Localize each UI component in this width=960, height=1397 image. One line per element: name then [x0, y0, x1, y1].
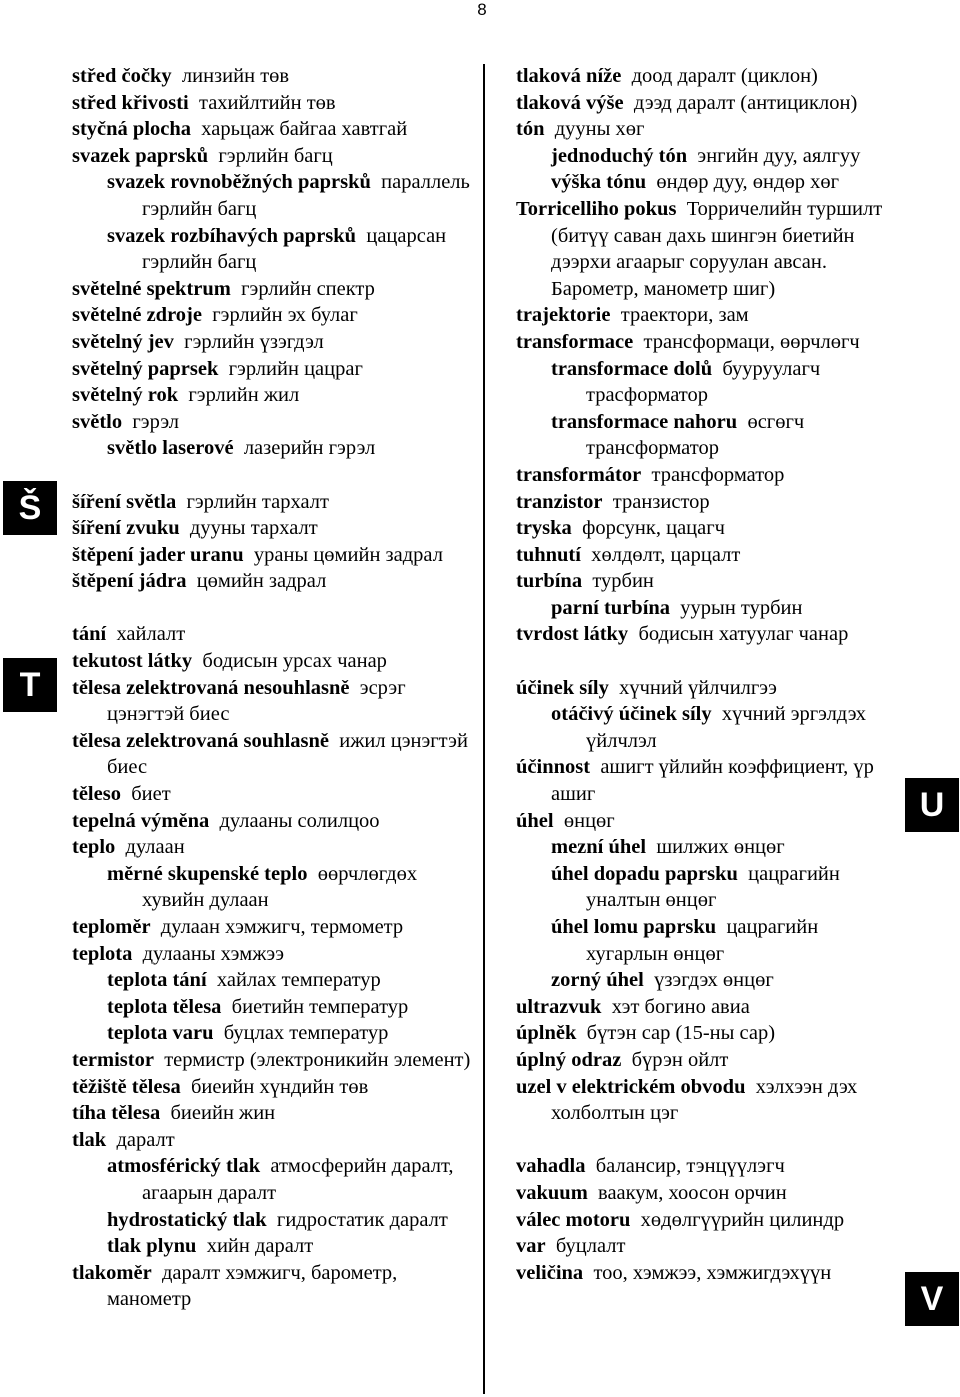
- dictionary-subentry: [516, 409, 886, 462]
- entry-translation: бодисын урсах чанар: [202, 650, 387, 673]
- entry-translation: тоо, хэмжээ, хэмжигдэхүүн: [593, 1261, 832, 1284]
- dictionary-entry: [72, 542, 472, 569]
- dictionary-entry: [516, 515, 886, 542]
- entry-headword: uzel v elektrickém obvodu: [516, 1075, 746, 1098]
- entry-headword: transformace: [516, 330, 634, 353]
- dictionary-entry: [516, 63, 886, 90]
- entry-headword: tlak plynu: [107, 1235, 197, 1258]
- dictionary-subentry: [516, 701, 886, 754]
- entry-headword: tón: [516, 118, 545, 141]
- entry-headword: úhel: [516, 809, 554, 832]
- entry-translation: гэрлийн эх булаг: [212, 304, 358, 327]
- entry-translation: уурын турбин: [680, 596, 803, 619]
- entry-translation: хийн даралт: [206, 1235, 314, 1258]
- entry-headword: teplo: [72, 836, 116, 859]
- entry-translation: гэрлийн жил: [188, 384, 300, 407]
- entry-translation: бууруулагч трасформатор: [586, 357, 821, 407]
- entry-translation: термистр (электроникийн элемент): [164, 1048, 471, 1071]
- entry-translation: үзэгдэх өнцөг: [654, 969, 774, 992]
- right-column: [516, 63, 886, 1286]
- entry-headword: světelné zdroje: [72, 304, 202, 327]
- dictionary-entry: [516, 754, 886, 807]
- entry-translation: хайлах температур: [216, 969, 381, 992]
- entry-headword: tíha tělesa: [72, 1102, 161, 1125]
- entry-headword: zorný úhel: [551, 969, 644, 992]
- entry-headword: tvrdost látky: [516, 623, 629, 646]
- entry-headword: ultrazvuk: [516, 995, 602, 1018]
- entry-headword: teplota varu: [107, 1022, 214, 1045]
- entry-translation: бүрэн ойлт: [631, 1048, 729, 1071]
- entry-translation: дууны хөг: [554, 118, 645, 141]
- entry-translation: биет: [131, 783, 171, 806]
- entry-translation: шилжих өнцөг: [656, 836, 785, 859]
- column-divider: [483, 64, 485, 1394]
- entry-translation: дулааны хэмжээ: [142, 942, 285, 965]
- dictionary-subentry: [72, 861, 472, 914]
- dictionary-entry: [516, 196, 886, 302]
- dictionary-entry: [516, 1207, 886, 1234]
- entry-translation: хөдөлгүүрийн цилиндр: [640, 1208, 845, 1231]
- entry-translation: ваакум, хоосон орчин: [598, 1181, 787, 1204]
- dictionary-subentry: [72, 169, 472, 222]
- entry-headword: atmosférický tlak: [107, 1155, 261, 1178]
- entry-headword: tlaková níže: [516, 65, 622, 87]
- entry-translation: буцлалт: [555, 1235, 626, 1258]
- dictionary-subentry: [516, 595, 886, 622]
- entry-headword: tlak: [72, 1128, 107, 1151]
- dictionary-subentry: [72, 994, 472, 1021]
- entry-headword: var: [516, 1235, 546, 1258]
- section-gap: [72, 462, 472, 489]
- dictionary-entry: [72, 1100, 472, 1127]
- entry-translation: транзистор: [612, 490, 710, 513]
- dictionary-entry: [516, 1074, 886, 1127]
- entry-headword: transformace dolů: [551, 357, 713, 380]
- dictionary-subentry: [72, 1233, 472, 1260]
- entry-translation: параллель гэрлийн багц: [142, 171, 470, 220]
- dictionary-entry: [72, 116, 472, 143]
- entry-headword: svazek rovnoběžných paprsků: [107, 171, 371, 194]
- dictionary-entry: [516, 1233, 886, 1260]
- entry-translation: эсрэг цэнэгтэй биес: [107, 676, 406, 726]
- dictionary-subentry: [72, 1020, 472, 1047]
- entry-translation: дээд даралт (антициклон): [633, 91, 858, 114]
- dictionary-entry: [72, 568, 472, 595]
- entry-translation: цацрагийн хугарлын өнцөг: [586, 916, 819, 965]
- entry-translation: ураны цөмийн задрал: [253, 543, 443, 566]
- dictionary-entry: [72, 329, 472, 356]
- entry-translation: хүчний үйлчилгээ: [619, 676, 777, 699]
- dictionary-entry: [72, 781, 472, 808]
- entry-headword: světlo laserové: [107, 437, 234, 460]
- entry-translation: даралт хэмжигч, барометр, манометр: [107, 1261, 398, 1311]
- dictionary-entry: [516, 994, 886, 1021]
- entry-headword: turbína: [516, 570, 583, 593]
- entry-translation: трансформаци, өөрчлөгч: [643, 330, 860, 353]
- dictionary-entry: [516, 542, 886, 569]
- entry-translation: дулаан хэмжигч, термометр: [160, 916, 404, 938]
- entry-headword: tělesa zelektrovaná nesouhlasně: [72, 676, 350, 699]
- entry-translation: гэрлийн цацраг: [228, 357, 363, 380]
- entry-translation: гидростатик даралт: [276, 1208, 448, 1231]
- entry-translation: өнцөг: [563, 809, 615, 832]
- dictionary-entry: [72, 675, 472, 728]
- entry-translation: траектори, зам: [620, 304, 749, 327]
- entry-translation: харьцаж байгаа хавтгай: [201, 118, 408, 141]
- entry-translation: хүчний эргэлдэх үйлчлэл: [586, 703, 866, 752]
- entry-translation: тахийлтийн төв: [198, 91, 336, 114]
- entry-headword: svazek rozbíhavých paprsků: [107, 224, 357, 247]
- entry-translation: балансир, тэнцүүлэгч: [595, 1155, 785, 1178]
- entry-headword: tlakoměr: [72, 1261, 152, 1284]
- section-tab-s: Š: [3, 481, 57, 535]
- entry-headword: tranzistor: [516, 490, 603, 513]
- dictionary-subentry: [516, 143, 886, 170]
- entry-translation: доод даралт (циклон): [631, 65, 818, 87]
- entry-headword: tání: [72, 623, 107, 646]
- dictionary-entry: [72, 1047, 472, 1074]
- entry-headword: vahadla: [516, 1155, 586, 1178]
- dictionary-entry: [516, 116, 886, 143]
- dictionary-entry: [72, 276, 472, 303]
- dictionary-entry: [72, 941, 472, 968]
- dictionary-entry: [72, 302, 472, 329]
- dictionary-entry: [72, 648, 472, 675]
- entry-translation: хэт богино авиа: [611, 995, 750, 1018]
- entry-translation: биеийн жин: [170, 1102, 276, 1125]
- dictionary-entry: [72, 1074, 472, 1101]
- entry-translation: гэрлийн багц: [218, 144, 333, 167]
- dictionary-subentry: [516, 356, 886, 409]
- entry-headword: Torricelliho pokus: [516, 197, 677, 220]
- entry-headword: teploměr: [72, 916, 151, 938]
- section-gap: [516, 1127, 886, 1154]
- entry-headword: těleso: [72, 783, 121, 806]
- dictionary-entry: [72, 90, 472, 117]
- entry-translation: атмосферийн даралт, агаарын даралт: [142, 1155, 454, 1204]
- entry-headword: střed křivosti: [72, 91, 189, 114]
- entry-translation: цацрагийн уналтын өнцөг: [586, 862, 840, 912]
- dictionary-entry: [72, 63, 472, 90]
- entry-headword: styčná plocha: [72, 118, 192, 141]
- entry-headword: otáčivý účinek síly: [551, 703, 712, 726]
- entry-headword: tekutost látky: [72, 650, 193, 673]
- dictionary-subentry: [516, 169, 886, 196]
- entry-translation: дулааны солилцоо: [219, 809, 380, 832]
- entry-headword: transformace nahoru: [551, 410, 738, 433]
- entry-translation: гэрлийн үзэгдэл: [184, 330, 324, 353]
- entry-headword: transformátor: [516, 463, 642, 486]
- dictionary-entry: [516, 1047, 886, 1074]
- dictionary-subentry: [516, 834, 886, 861]
- dictionary-entry: [516, 1153, 886, 1180]
- dictionary-subentry: [516, 914, 886, 967]
- entry-headword: parní turbína: [551, 596, 671, 619]
- entry-translation: трансформатор: [651, 463, 785, 486]
- dictionary-entry: [72, 515, 472, 542]
- entry-translation: даралт: [116, 1128, 175, 1151]
- entry-headword: těžiště tělesa: [72, 1075, 181, 1098]
- dictionary-entry: [72, 914, 472, 941]
- entry-headword: tepelná výměna: [72, 809, 210, 832]
- entry-headword: teplota: [72, 942, 133, 965]
- entry-translation: буцлах температур: [223, 1022, 389, 1045]
- dictionary-entry: [516, 675, 886, 702]
- entry-headword: měrné skupenské teplo: [107, 862, 308, 885]
- entry-translation: лазерийн гэрэл: [243, 437, 376, 460]
- entry-headword: světelný jev: [72, 330, 174, 353]
- entry-translation: Торричелийн туршилт (битүү саван дахь шингэн биетийн дээрхи агаарыг соруулан авсан. Барометр, манометр шиг): [551, 197, 883, 300]
- dictionary-entry: [72, 621, 472, 648]
- entry-headword: šíření světla: [72, 490, 177, 513]
- entry-headword: vakuum: [516, 1181, 588, 1204]
- entry-headword: svazek paprsků: [72, 144, 209, 167]
- dictionary-entry: [72, 1260, 472, 1313]
- entry-headword: jednoduchý tón: [551, 144, 688, 167]
- entry-translation: дулаан: [125, 836, 185, 859]
- entry-translation: дууны тархалт: [189, 517, 318, 540]
- entry-headword: úplněk: [516, 1022, 577, 1045]
- dictionary-entry: [72, 489, 472, 516]
- entry-headword: úhel dopadu paprsku: [551, 862, 738, 885]
- entry-headword: účinek síly: [516, 676, 609, 699]
- dictionary-subentry: [72, 223, 472, 276]
- entry-translation: өсгөгч трансформатор: [586, 410, 805, 460]
- dictionary-subentry: [72, 967, 472, 994]
- page-number: 8: [477, 0, 487, 19]
- entry-headword: tuhnutí: [516, 543, 581, 566]
- entry-translation: хайлалт: [116, 623, 186, 646]
- entry-headword: trajektorie: [516, 304, 611, 327]
- dictionary-subentry: [72, 435, 472, 462]
- entry-translation: ашигт үйлийн коэффициент, үр ашиг: [551, 756, 874, 806]
- entry-headword: mezní úhel: [551, 836, 647, 859]
- entry-headword: světlo: [72, 410, 123, 433]
- entry-headword: účinnost: [516, 756, 591, 779]
- entry-headword: štěpení jádra: [72, 570, 187, 593]
- entry-headword: veličina: [516, 1261, 584, 1284]
- entry-translation: турбин: [592, 570, 654, 593]
- entry-headword: termistor: [72, 1048, 154, 1071]
- section-tab-u: U: [905, 778, 959, 832]
- entry-headword: úhel lomu paprsku: [551, 916, 717, 938]
- entry-translation: биетийн температур: [231, 995, 409, 1018]
- dictionary-entry: [516, 621, 886, 648]
- entry-translation: цөмийн задрал: [196, 570, 327, 593]
- entry-headword: štěpení jader uranu: [72, 543, 244, 566]
- dictionary-entry: [516, 568, 886, 595]
- dictionary-entry: [516, 489, 886, 516]
- section-tab-v: V: [905, 1272, 959, 1326]
- dictionary-entry: [516, 90, 886, 117]
- dictionary-entry: [72, 834, 472, 861]
- dictionary-entry: [72, 143, 472, 170]
- section-gap: [72, 595, 472, 622]
- dictionary-entry: [516, 462, 886, 489]
- entry-headword: střed čočky: [72, 65, 172, 87]
- entry-headword: tělesa zelektrovaná souhlasně: [72, 729, 330, 752]
- entry-translation: бүтэн сар (15-ны сар): [586, 1022, 776, 1045]
- dictionary-entry: [72, 1127, 472, 1154]
- entry-translation: энгийн дуу, аялгуу: [697, 144, 861, 167]
- entry-translation: хэлхээн дэх холболтын цэг: [551, 1075, 858, 1125]
- entry-translation: биеийн хүндийн төв: [190, 1075, 369, 1098]
- section-tab-t: T: [3, 658, 57, 712]
- entry-translation: гэрлийн тархалт: [186, 490, 329, 513]
- entry-headword: tlaková výše: [516, 91, 624, 114]
- entry-translation: гэрлийн спектр: [241, 277, 375, 300]
- entry-headword: teplota tání: [107, 969, 207, 992]
- entry-translation: ижил цэнэгтэй биес: [107, 729, 468, 779]
- left-column: [72, 63, 472, 1313]
- entry-headword: teplota tělesa: [107, 995, 222, 1018]
- dictionary-entry: [516, 1020, 886, 1047]
- entry-headword: hydrostatický tlak: [107, 1208, 267, 1231]
- entry-headword: světelný paprsek: [72, 357, 219, 380]
- dictionary-entry: [72, 356, 472, 383]
- dictionary-subentry: [516, 861, 886, 914]
- entry-translation: бодисын хатуулаг чанар: [638, 623, 849, 646]
- entry-translation: өөрчлөгдөх хувийн дулаан: [142, 862, 418, 912]
- entry-headword: světelný rok: [72, 384, 179, 407]
- entry-headword: světelné spektrum: [72, 277, 231, 300]
- entry-headword: výška tónu: [551, 171, 647, 194]
- entry-translation: цацарсан гэрлийн багц: [142, 224, 447, 274]
- dictionary-entry: [516, 1180, 886, 1207]
- dictionary-entry: [72, 382, 472, 409]
- entry-translation: гэрэл: [132, 410, 179, 433]
- section-gap: [516, 648, 886, 675]
- entry-headword: tryska: [516, 517, 572, 540]
- entry-translation: хөлдөлт, царцалт: [591, 543, 741, 566]
- dictionary-entry: [516, 302, 886, 329]
- entry-translation: форсунк, цацагч: [582, 517, 725, 540]
- dictionary-entry: [516, 808, 886, 835]
- entry-translation: өндөр дуу, өндөр хөг: [656, 171, 839, 194]
- entry-headword: válec motoru: [516, 1208, 631, 1231]
- entry-translation: линзийн төв: [181, 65, 290, 87]
- entry-headword: úplný odraz: [516, 1048, 622, 1071]
- entry-headword: šíření zvuku: [72, 517, 180, 540]
- dictionary-subentry: [72, 1153, 472, 1206]
- dictionary-entry: [72, 808, 472, 835]
- dictionary-entry: [516, 329, 886, 356]
- dictionary-subentry: [72, 1207, 472, 1234]
- dictionary-entry: [72, 728, 472, 781]
- dictionary-entry: [72, 409, 472, 436]
- dictionary-subentry: [516, 967, 886, 994]
- dictionary-entry: [516, 1260, 886, 1287]
